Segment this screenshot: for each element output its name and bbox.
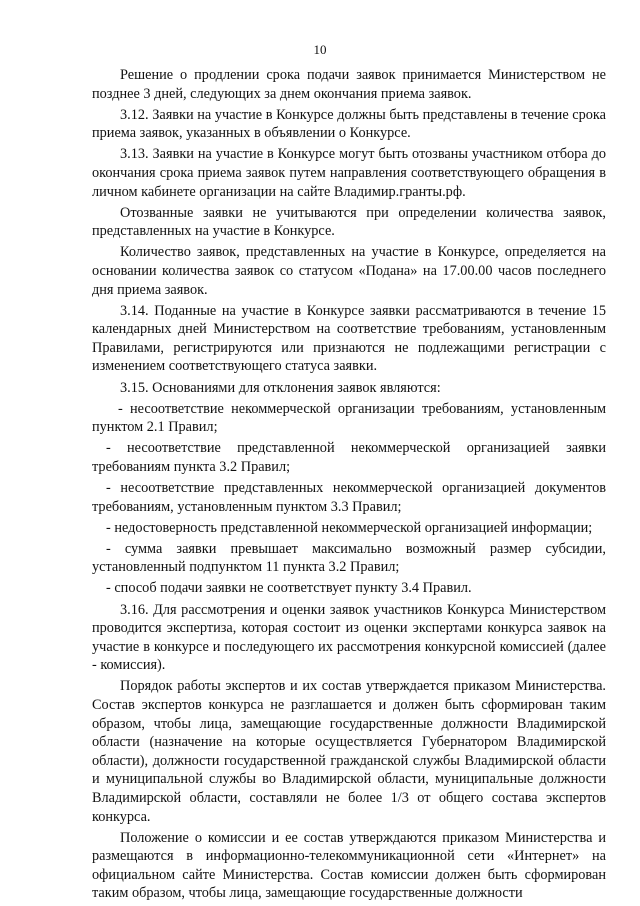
list-item: - сумма заявки превышает максимально возможный размер субсидии, установленный подпунктом 11 пункта 3.2 Правил; — [92, 540, 606, 576]
paragraph-3-12: 3.12. Заявки на участие в Конкурсе должны быть представлены в течение срока приема заявок, указанных в объявлении о Конкурсе. — [92, 106, 606, 142]
document-body — [92, 66, 606, 906]
list-item: - несоответствие некоммерческой организации требованиям, установленным пунктом 2.1 Правил; — [92, 400, 606, 436]
list-item: - несоответствие представленных некоммерческой организацией документов требованиям, установленным пунктом 3.3 Правил; — [92, 479, 606, 515]
paragraph-3-16: 3.16. Для рассмотрения и оценки заявок участников Конкурса Министерством проводится экспертиза, которая состоит из оценки экспертами конкурса заявок на участие в конкурсе и последующего их рассмотрения конкурсной комиссией (далее - комиссия). — [92, 601, 606, 674]
paragraph-3-14: 3.14. Поданные на участие в Конкурсе заявки рассматриваются в течение 15 календарных дней Министерством на соответствие требованиям, установленным Правилами, регистрируются или признаются не подлежащими регистрации с изменением соответствующего статуса заявки. — [92, 302, 606, 375]
paragraph-application-count: Количество заявок, представленных на участие в Конкурсе, определяется на основании количества заявок со статусом «Подана» на 17.00.00 часов последнего дня приема заявок. — [92, 244, 606, 298]
paragraph-commission-regulation: Положение о комиссии и ее состав утверждаются приказом Министерства и размещаются в информационно-телекоммуникационной сети «Интернет» на официальном сайте Министерства. Состав комиссии должен быть сформирован таким образом, чтобы лица, замещающие государственные должности — [92, 829, 606, 902]
paragraph-extension-decision: Решение о продлении срока подачи заявок принимается Министерством не позднее 3 дней, следующих за днем окончания приема заявок. — [92, 67, 606, 102]
page-number: 10 — [313, 42, 327, 57]
list-item: - несоответствие представленной некоммерческой организацией заявки требованиям пункта 3.2 Правил; — [92, 440, 606, 475]
list-item: - недостоверность представленной некоммерческой организацией информации; — [106, 519, 593, 536]
paragraph-experts-procedure: Порядок работы экспертов и их состав утверждается приказом Министерства. Состав экспертов конкурса не разглашается и должен быть сформирован таким образом, чтобы лица, замещающие государственные должности Владимирской области (назначение на которые осуществляется Губернатором Владимирской области), должности государственной гражданской службы Владимирской области и муниципальной службы во Владимирской области, муниципальные должности Владимирской области, составляли не более 1/3 от общего состава экспертов конкурса. — [92, 678, 606, 825]
paragraph-3-13: 3.13. Заявки на участие в Конкурсе могут быть отозваны участником отбора до окончания срока приема заявок путем направления соответствующего обращения в личном кабинете организации на сайте Владимир.гранты.рф. — [92, 146, 606, 200]
list-item: - способ подачи заявки не соответствует пункту 3.4 Правил. — [106, 580, 472, 597]
paragraph-3-15: 3.15. Основаниями для отклонения заявок являются: — [120, 379, 441, 396]
paragraph-withdrawn-applications: Отозванные заявки не учитываются при определении количества заявок, представленных на участие в Конкурсе. — [92, 204, 606, 240]
